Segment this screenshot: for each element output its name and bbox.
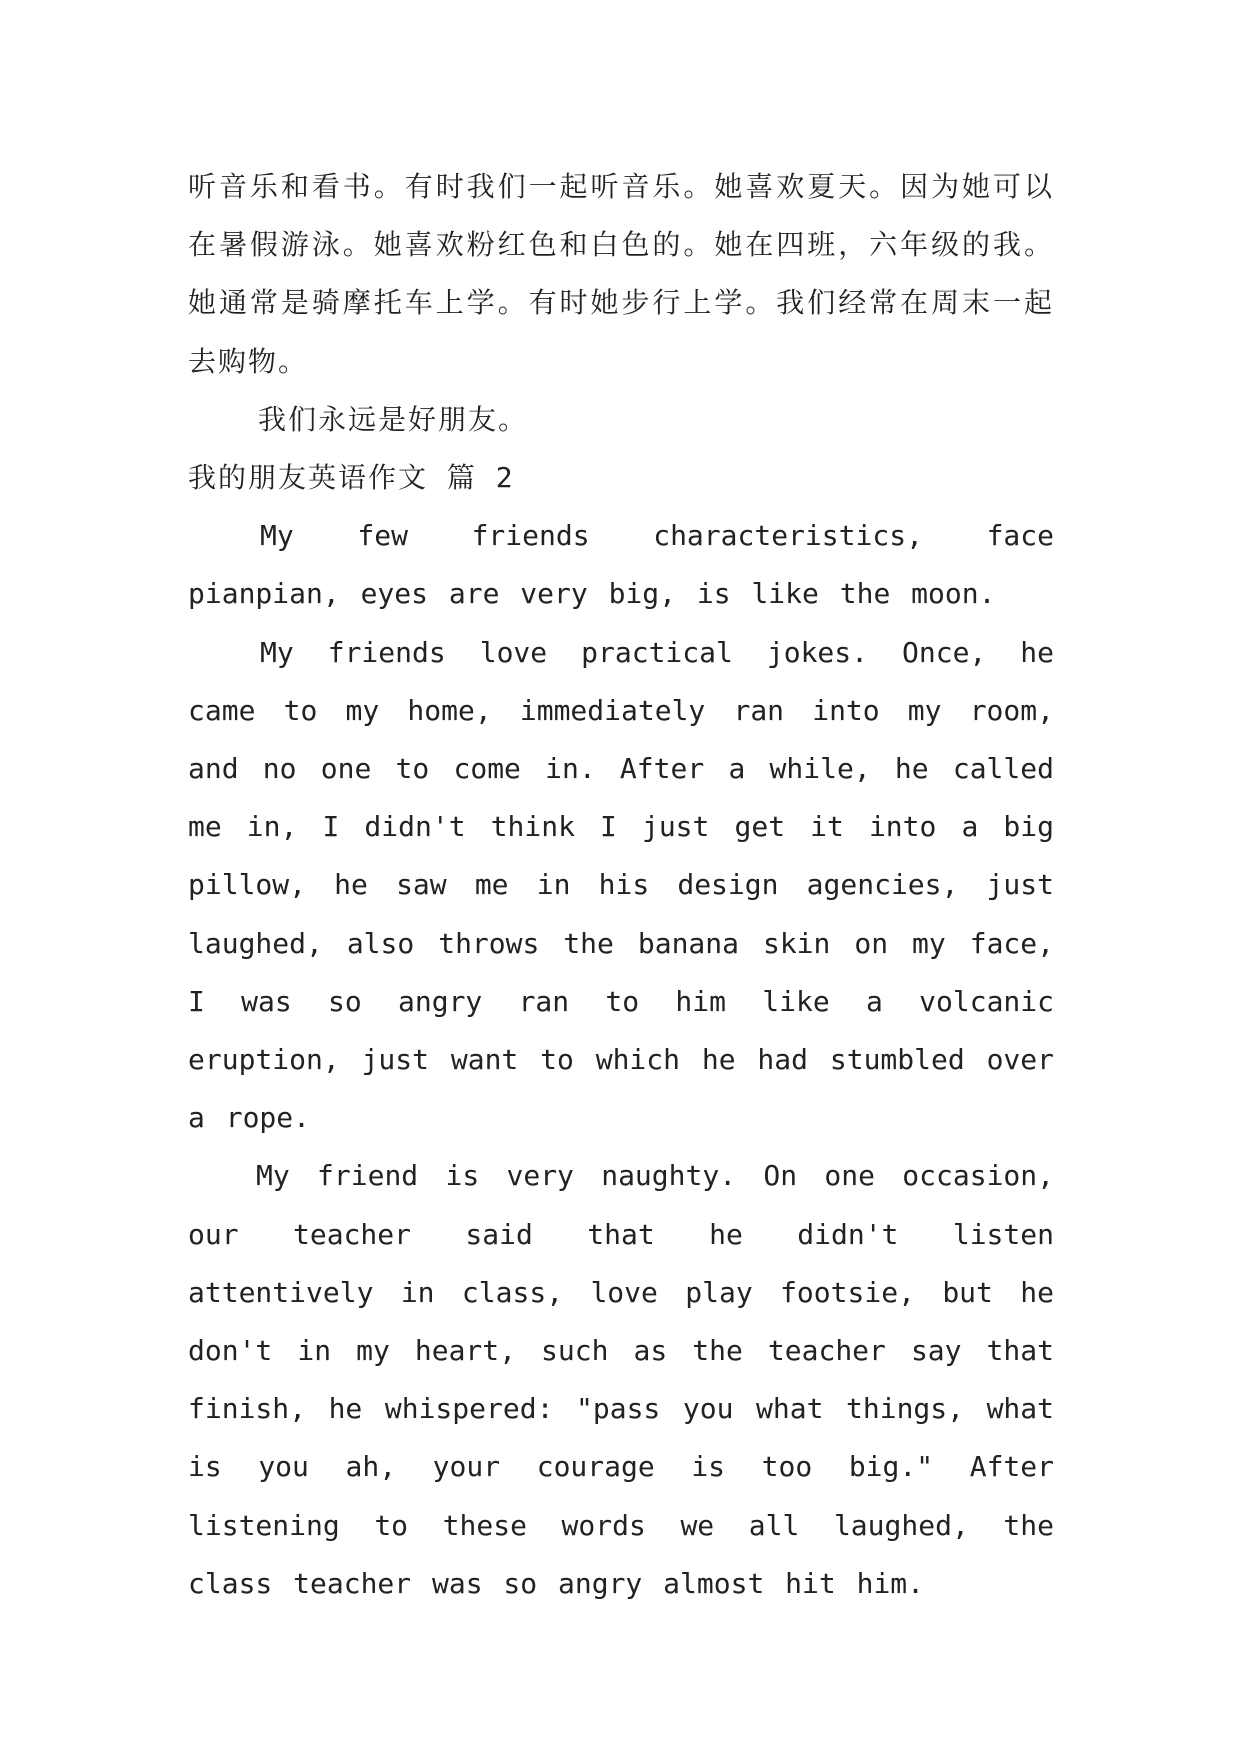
paragraph-chinese-1: 听音乐和看书。有时我们一起听音乐。她喜欢夏天。因为她可以在暑假游泳。她喜欢粉红色和白色的。她在四班，六年级的我。她通常是骑摩托车上学。有时她步行上学。我们经常在周末一起去购物。 (188, 170, 1054, 378)
paragraph-english-2: My friends love practical jokes. Once, he came to my home, immediately ran into my room, and no one to come in. After a while, he called me in, I didn't think I just get it into a big pillow, he saw me in his design agencies, just laughed, also throws the banana skin on my face, I was so angry ran to him like a volcanic eruption, just want to which he had stumbled over a rope. (188, 635, 1054, 1135)
paragraph-english-3: My friend is very naughty. On one occasion, our teacher said that he didn't listen attentively in class, love play footsie, but he don't in my heart, such as the teacher say that finish, he whispered: "pass you what things, what is you ah, your courage is too big." After listening to these words we all laughed, the class teacher was so angry almost hit him. (188, 1159, 1054, 1600)
section-heading: 我的朋友英语作文 篇 2 (188, 461, 515, 495)
paragraph-english-1: My few friends characteristics, face pianpian, eyes are very big, is like the moon. (188, 519, 1054, 611)
document-body (188, 158, 1054, 1613)
paragraph-chinese-2: 我们永远是好朋友。 (258, 402, 529, 436)
